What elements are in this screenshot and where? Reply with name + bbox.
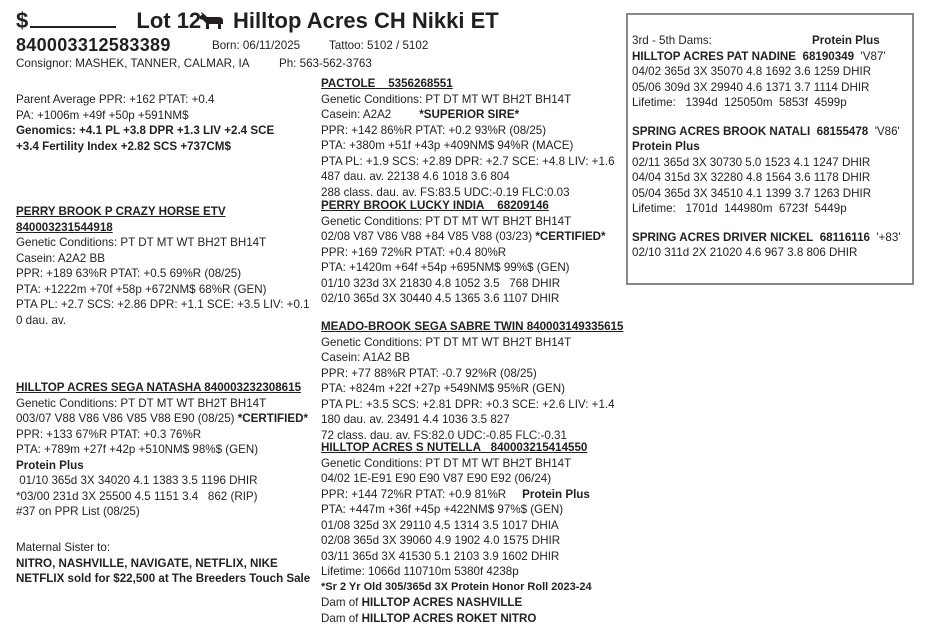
nutella-block (321, 440, 592, 626)
india-block (321, 198, 606, 307)
dams-title-line: 3rd - 5th Dams: Protein Plus (632, 34, 880, 47)
sabre-title: MEADO-BROOK SEGA SABRE TWIN 840003149335615 (321, 320, 624, 333)
third-dam-title: HILLTOP ACRES PAT NADINE 68190349 'V87' (632, 49, 886, 63)
nutella-title: HILLTOP ACRES S NUTELLA 840003215414550 (321, 441, 588, 454)
fourth-dam-record: 04/04 315d 3X 32280 4.8 1564 3.6 1178 DHIR (632, 171, 871, 184)
price-blank (30, 8, 116, 28)
sabre-ppr: PPR: +77 88%R PTAT: -0.7 92%R (08/25) (321, 366, 537, 380)
animal-name: Hilltop Acres CH Nikki ET (233, 8, 499, 33)
dam-record: 01/10 365d 3X 34020 4.1 1383 3.5 1196 DHIR (16, 474, 258, 487)
pactole-title: PACTOLE 5356268551 (321, 77, 453, 90)
nutella-honor-roll: *Sr 2 Yr Old 305/365d 3X Protein Honor Roll 2023-24 (321, 580, 592, 593)
left-column (16, 92, 274, 154)
consignor: Consignor: MASHEK, TANNER, CALMAR, IA (16, 57, 250, 70)
third-dam-lifetime: Lifetime: 1394d 125050m 5853f 4599p (632, 96, 847, 109)
tattoo: Tattoo: 5102 / 5102 (329, 39, 429, 52)
sire-pta-pl: PTA PL: +2.7 SCS: +2.86 DPR: +1.1 SCE: +3.5 LIV: +0.1 (16, 298, 310, 311)
maternal-names: NITRO, NASHVILLE, NAVIGATE, NETFLIX, NIKE (16, 556, 278, 570)
lot-header (16, 8, 201, 34)
nutella-ppr-line: PPR: +144 72%R PTAT: +0.9 81%R Protein Plus (321, 487, 590, 501)
india-ppr: PPR: +169 72%R PTAT: +0.4 80%R (321, 245, 507, 259)
lot-number: Lot 12 (136, 8, 202, 33)
nutella-record: 03/11 365d 3X 41530 5.1 2103 3.9 1602 DHIR (321, 549, 560, 563)
nutella-lifetime: Lifetime: 1066d 110710m 5380f 4238p (321, 565, 519, 578)
nutella-protein-plus: Protein Plus (522, 487, 590, 501)
cow-icon (199, 12, 225, 35)
dam-record: *03/00 231d 3X 25500 4.5 1151 3.4 862 (RIP) (16, 489, 258, 503)
phone: Ph: 563-562-3763 (279, 57, 372, 70)
sire-registration: 840003231544918 (16, 220, 113, 234)
registration-number: 840003312583389 (16, 35, 171, 55)
dam-certified: *CERTIFIED* (237, 412, 308, 425)
nutella-classification: 04/02 1E-E91 E90 E90 V87 E90 E92 (06/24) (321, 472, 552, 485)
fourth-dam-record: 02/11 365d 3X 30730 5.0 1523 4.1 1247 DHIR (632, 155, 871, 169)
sabre-block (321, 319, 623, 443)
parent-average-ppr: Parent Average PPR: +162 PTAT: +0.4 (16, 93, 215, 106)
pactole-block (321, 76, 615, 200)
dam-classification: 003/07 V88 V86 V86 V85 V88 E90 (08/25) *CERTIFIED* (16, 412, 308, 425)
sire-casein: Casein: A2A2 BB (16, 251, 105, 265)
dam-block (16, 380, 308, 520)
pactole-pta: PTA: +380m +51f +43p +409NM$ 94%R (MACE) (321, 139, 574, 152)
sire-daughters: 0 dau. av. (16, 313, 67, 327)
price-symbol: $ (16, 8, 29, 33)
pactole-genetic: Genetic Conditions: PT DT MT WT BH2T BH14T (321, 92, 572, 106)
maternal-label: Maternal Sister to: (16, 541, 111, 554)
fifth-dam-record: 02/10 311d 2X 21020 4.6 967 3.8 806 DHIR (632, 246, 858, 259)
india-certified: *CERTIFIED* (535, 230, 606, 243)
dam-pta: PTA: +789m +27f +42p +510NM$ 98%$ (GEN) (16, 443, 259, 456)
fifth-dam-title: SPRING ACRES DRIVER NICKEL 68116116 '+83' (632, 230, 901, 244)
maternal-sisters (16, 540, 310, 587)
sabre-pta-pl: PTA PL: +3.5 SCS: +2.81 DPR: +0.3 SCE: +2.6 LIV: +1.4 (321, 397, 615, 411)
sire-pta: PTA: +1222m +70f +58p +672NM$ 68%R (GEN) (16, 282, 267, 296)
dam-ppr-list: #37 on PPR List (08/25) (16, 505, 140, 518)
maternal-sale: NETFLIX sold for $22,500 at The Breeders Touch Sale (16, 572, 311, 585)
genomics-line-1: Genomics: +4.1 PL +3.8 DPR +1.3 LIV +2.4 SCE (16, 124, 275, 137)
fourth-dam-lifetime: Lifetime: 1701d 144980m 6723f 5449p (632, 202, 847, 215)
india-genetic: Genetic Conditions: PT DT MT WT BH2T BH14T (321, 214, 572, 228)
parent-average-pta: PA: +1006m +49f +50p +591NM$ (16, 108, 189, 122)
sabre-pta: PTA: +824m +22f +27p +549NM$ 95%R (GEN) (321, 382, 566, 395)
dam-genetic: Genetic Conditions: PT DT MT WT BH2T BH14T (16, 396, 267, 410)
nutella-pta: PTA: +447m +36f +45p +422NM$ 97%$ (GEN) (321, 503, 564, 516)
third-dam-record: 05/06 309d 3X 29940 4.6 1371 3.7 1114 DHIR (632, 80, 870, 94)
india-title: PERRY BROOK LUCKY INDIA 68209146 (321, 199, 549, 212)
pactole-class-daughters: 288 class. dau. av. FS:83.5 UDC:-0.19 FLC:0.03 (321, 185, 570, 199)
born-date: Born: 06/11/2025 (212, 39, 301, 52)
sire-genetic: Genetic Conditions: PT DT MT WT BH2T BH14T (16, 236, 267, 249)
nutella-genetic: Genetic Conditions: PT DT MT WT BH2T BH14T (321, 456, 572, 470)
genomics-line-2: +3.4 Fertility Index +2.82 SCS +737CM$ (16, 139, 231, 153)
sabre-daughters: 180 dau. av. 23491 4.4 1036 3.5 827 (321, 413, 510, 426)
sabre-casein: Casein: A1A2 BB (321, 351, 410, 364)
sire-name: PERRY BROOK P CRAZY HORSE ETV (16, 205, 226, 218)
superior-sire: *SUPERIOR SIRE* (419, 108, 520, 121)
pactole-ppr: PPR: +142 86%R PTAT: +0.2 93%R (08/25) (321, 123, 547, 137)
nutella-dam-of: Dam of HILLTOP ACRES NASHVILLE (321, 596, 523, 609)
dam-name: HILLTOP ACRES SEGA NATASHA 840003232308615 (16, 381, 302, 394)
fourth-dam-title: SPRING ACRES BROOK NATALI 68155478 'V86' (632, 124, 900, 138)
india-record: 01/10 323d 3X 21830 4.8 1052 3.5 768 DHIR (321, 276, 561, 290)
dam-protein-plus: Protein Plus (16, 458, 84, 472)
box-protein-plus: Protein Plus (812, 34, 880, 47)
sabre-genetic: Genetic Conditions: PT DT MT WT BH2T BH14T (321, 335, 572, 349)
pactole-daughters: 487 dau. av. 22138 4.6 1018 3.6 804 (321, 170, 510, 183)
nutella-dam-of: Dam of HILLTOP ACRES ROKET NITRO (321, 611, 537, 625)
pactole-casein: Casein: A2A2 *SUPERIOR SIRE* (321, 108, 520, 121)
india-classification: 02/08 V87 V86 V88 +84 V85 V88 (03/23) *CERTIFIED* (321, 230, 606, 243)
india-record: 02/10 365d 3X 30440 4.5 1365 3.6 1107 DHIR (321, 292, 560, 305)
dam-ppr: PPR: +133 67%R PTAT: +0.3 76%R (16, 427, 202, 441)
nutella-record: 01/08 325d 3X 29110 4.5 1314 3.5 1017 DHIA (321, 518, 559, 532)
nutella-record: 02/08 365d 3X 39060 4.9 1902 4.0 1575 DHIR (321, 534, 561, 547)
sabre-class-daughters: 72 class. dau. av. FS:82.0 UDC:-0.85 FLC:-0.31 (321, 428, 567, 442)
fourth-dam-record: 05/04 365d 3X 34510 4.1 1399 3.7 1263 DHIR (632, 186, 872, 200)
india-pta: PTA: +1420m +64f +54p +695NM$ 99%$ (GEN) (321, 261, 570, 274)
third-dam-record: 04/02 365d 3X 35070 4.8 1692 3.6 1259 DHIR (632, 65, 872, 78)
sire-block (16, 204, 310, 328)
fourth-dam-protein-plus: Protein Plus (632, 140, 700, 153)
sire-ppr: PPR: +189 63%R PTAT: +0.5 69%R (08/25) (16, 267, 242, 280)
pactole-pta-pl: PTA PL: +1.9 SCS: +2.89 DPR: +2.7 SCE: +4.8 LIV: +1.6 (321, 154, 615, 168)
dams-box-content (632, 33, 902, 261)
